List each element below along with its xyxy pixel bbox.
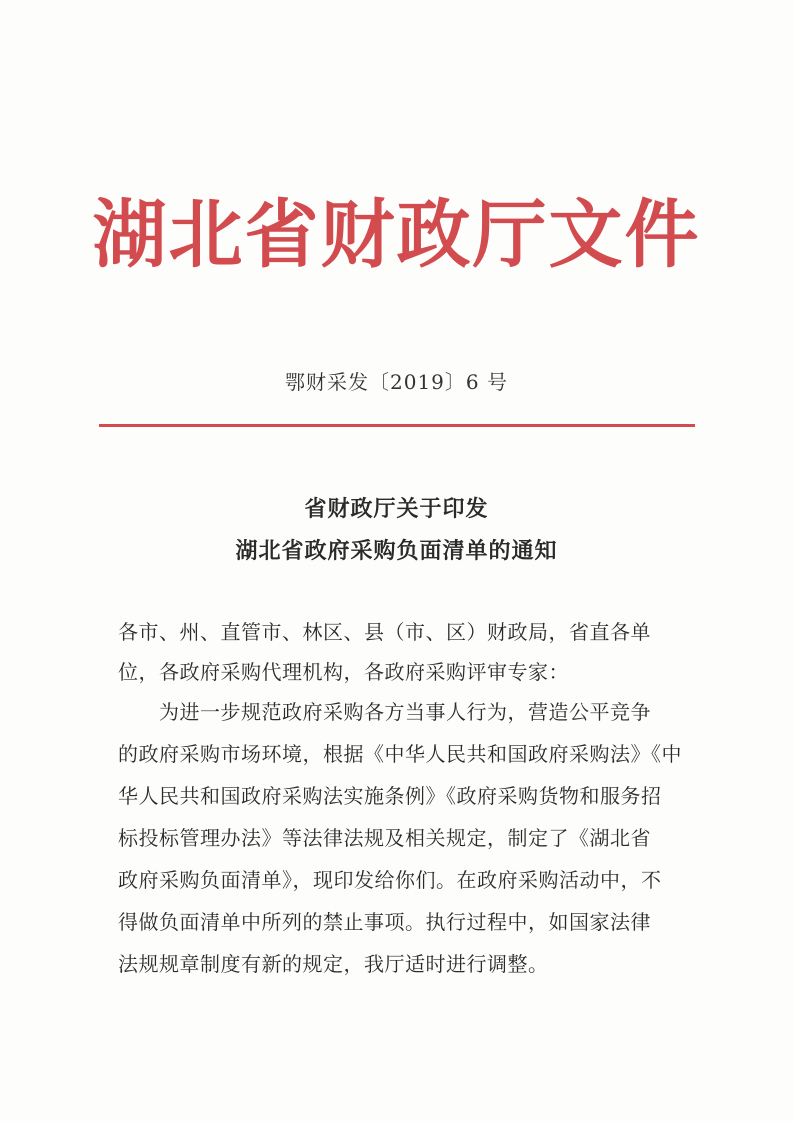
body-line-3: 为进一步规范政府采购各方当事人行为，营造公平竞争 [118, 700, 651, 724]
header-title: 湖北省财政厅文件 [92, 192, 701, 278]
body-line-5: 华人民共和国政府采购法实施条例》《政府采购货物和服务招 [118, 784, 662, 808]
notice-title-line-2: 湖北省政府采购负面清单的通知 [235, 538, 558, 564]
body-line-8: 得做负面清单中所列的禁止事项。执行过程中，如国家法律 [118, 910, 651, 934]
red-divider-line [99, 424, 695, 427]
body-line-2: 位，各政府采购代理机构，各政府采购评审专家： [118, 660, 569, 684]
body-line-4: 的政府采购市场环境，根据《中华人民共和国政府采购法》《中 [118, 742, 682, 766]
body-line-1: 各市、州、直管市、林区、县（市、区）财政局，省直各单 [118, 620, 651, 644]
body-line-6: 标投标管理办法》等法律法规及相关规定，制定了《湖北省 [118, 826, 651, 850]
body-line-9: 法规规章制度有新的规定，我厅适时进行调整。 [118, 952, 549, 976]
body-line-7: 政府采购负面清单》，现印发给你们。在政府采购活动中，不 [118, 868, 662, 892]
notice-title-line-1: 省财政厅关于印发 [304, 496, 489, 522]
document-number: 鄂财采发〔2019〕6 号 [285, 370, 508, 394]
